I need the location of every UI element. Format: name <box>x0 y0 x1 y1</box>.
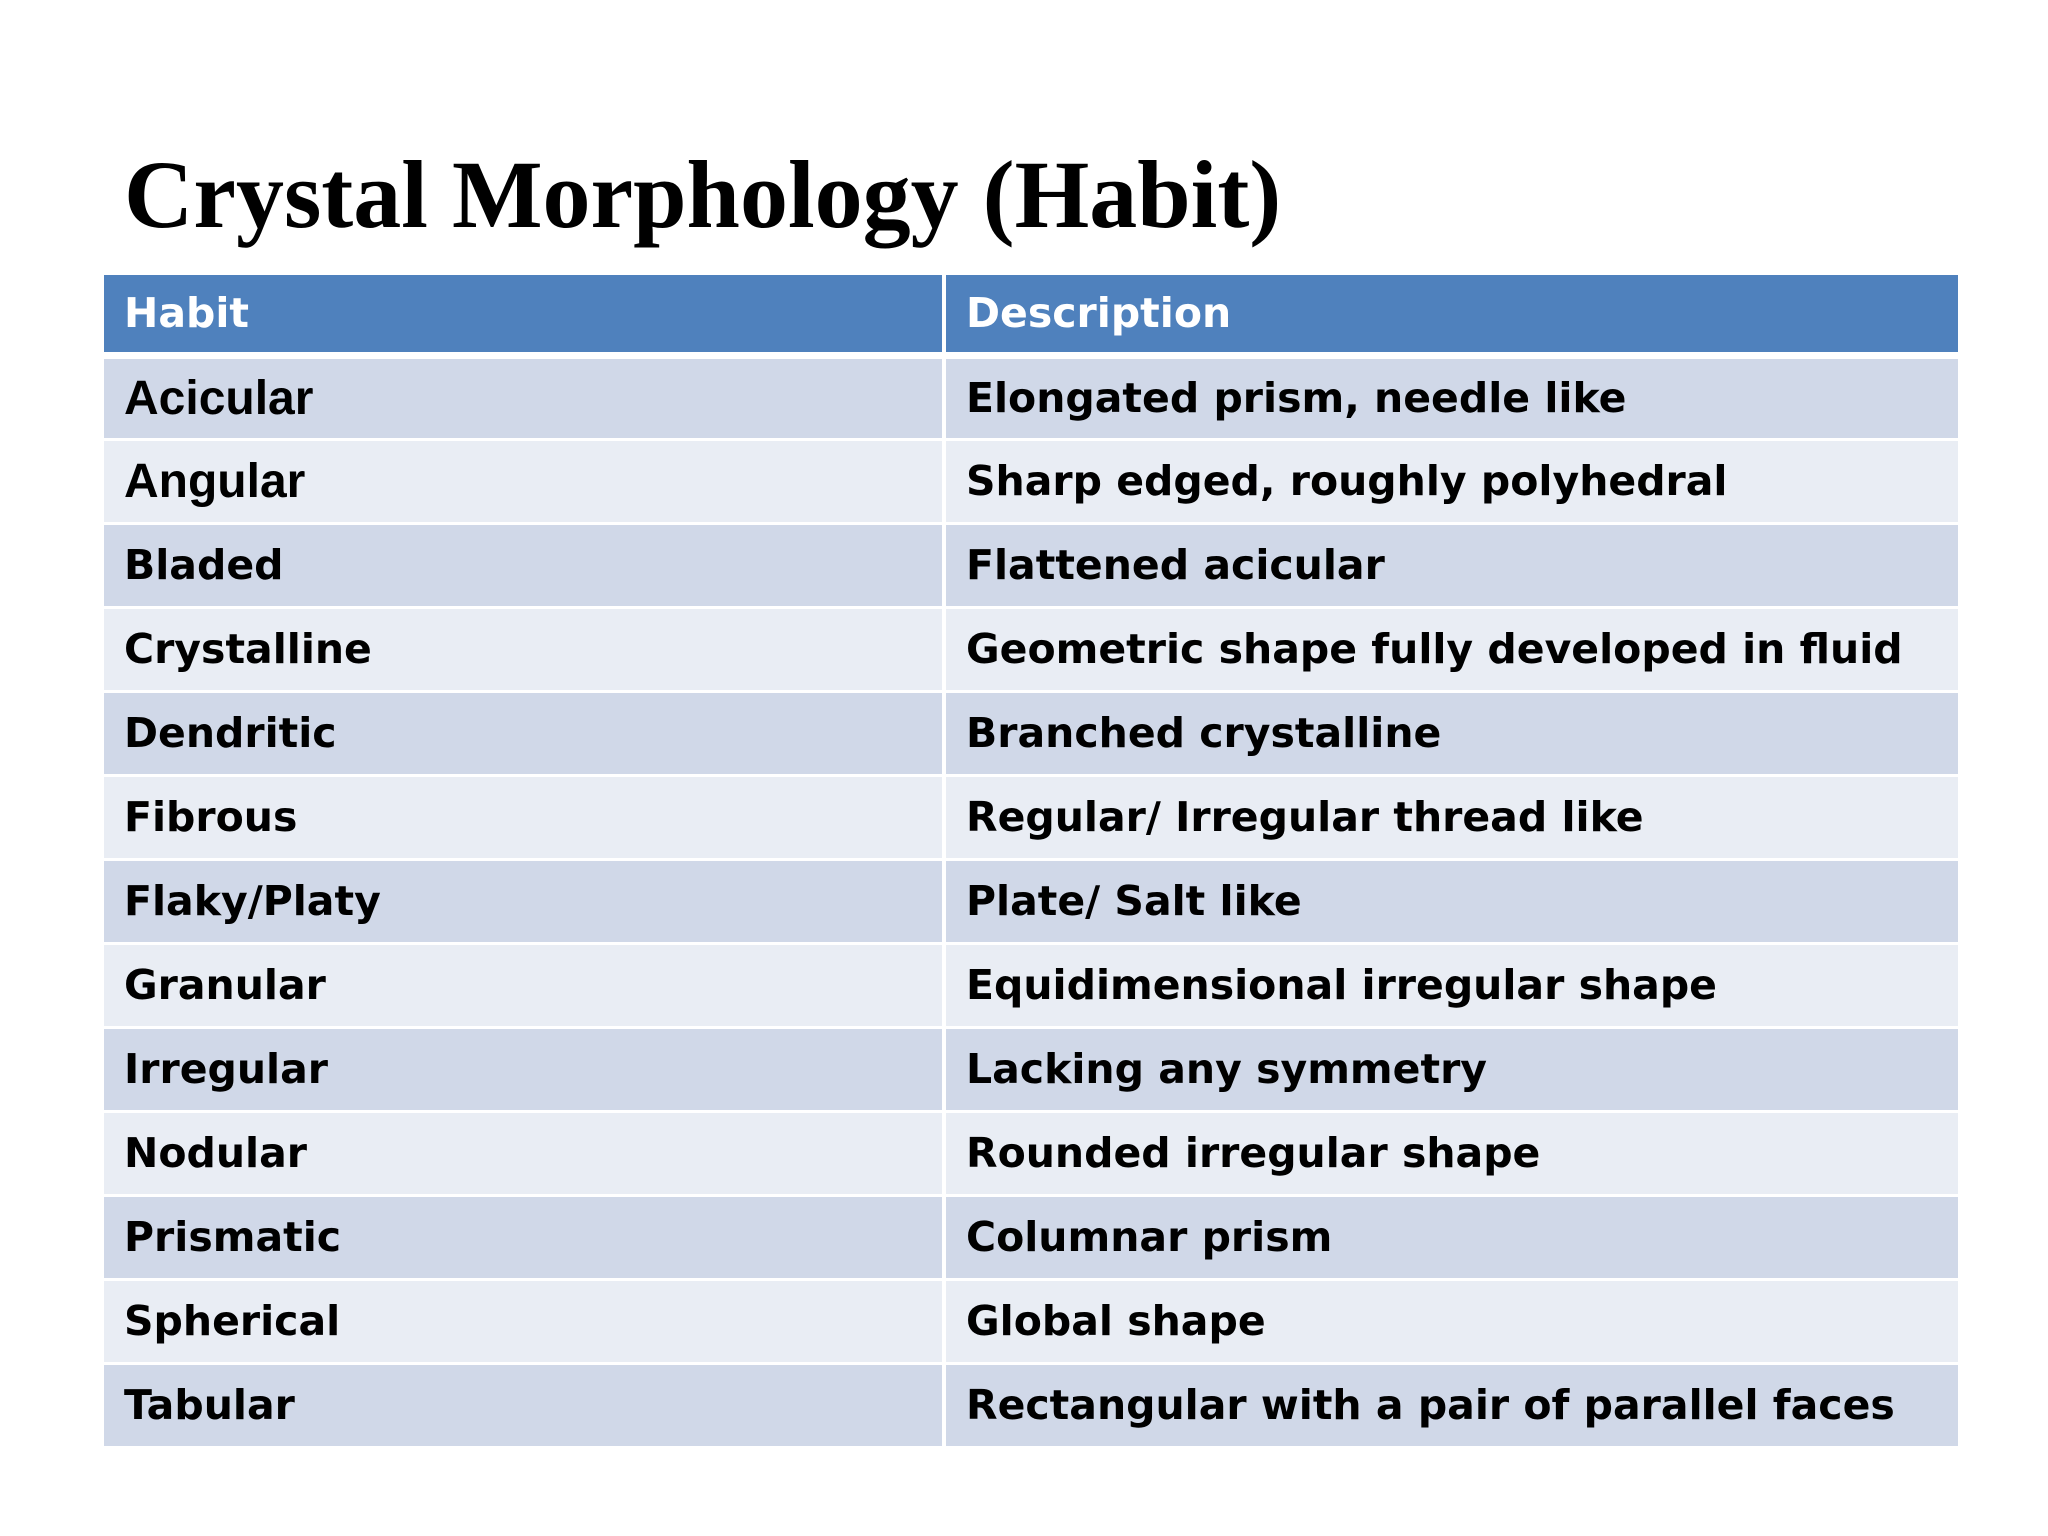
table-row <box>104 439 1958 523</box>
habit-cell: Fibrous <box>104 775 944 859</box>
habit-cell: Granular <box>104 943 944 1027</box>
description-cell: Lacking any symmetry <box>944 1027 1958 1111</box>
habit-cell: Tabular <box>104 1363 944 1447</box>
description-cell: Elongated prism, needle like <box>944 355 1958 439</box>
column-header-description: Description <box>944 275 1958 355</box>
habit-cell: Acicular <box>104 355 944 439</box>
slide-title: Crystal Morphology (Habit) <box>124 141 1282 248</box>
table-row <box>104 859 1958 943</box>
habit-cell: Crystalline <box>104 607 944 691</box>
description-cell: Regular/ Irregular thread like <box>944 775 1958 859</box>
table-row <box>104 775 1958 859</box>
description-cell: Rectangular with a pair of parallel faces <box>944 1363 1958 1447</box>
column-header-habit: Habit <box>104 275 944 355</box>
habit-cell: Nodular <box>104 1111 944 1195</box>
description-cell: Rounded irregular shape <box>944 1111 1958 1195</box>
habit-cell: Angular <box>104 439 944 523</box>
table-header-row <box>104 275 1958 355</box>
table-row <box>104 1363 1958 1447</box>
table-row <box>104 355 1958 439</box>
habit-cell: Bladed <box>104 523 944 607</box>
table-row <box>104 1279 1958 1363</box>
description-cell: Sharp edged, roughly polyhedral <box>944 439 1958 523</box>
table-row <box>104 691 1958 775</box>
description-cell: Equidimensional irregular shape <box>944 943 1958 1027</box>
table-row <box>104 943 1958 1027</box>
table-row <box>104 1111 1958 1195</box>
habit-cell: Dendritic <box>104 691 944 775</box>
table-row <box>104 607 1958 691</box>
habit-cell: Flaky/Platy <box>104 859 944 943</box>
table-row <box>104 523 1958 607</box>
table-row <box>104 1027 1958 1111</box>
table-row <box>104 1195 1958 1279</box>
description-cell: Columnar prism <box>944 1195 1958 1279</box>
description-cell: Global shape <box>944 1279 1958 1363</box>
description-cell: Flattened acicular <box>944 523 1958 607</box>
description-cell: Geometric shape fully developed in fluid <box>944 607 1958 691</box>
description-cell: Branched crystalline <box>944 691 1958 775</box>
description-cell: Plate/ Salt like <box>944 859 1958 943</box>
habit-table <box>104 275 1958 1449</box>
habit-cell: Prismatic <box>104 1195 944 1279</box>
habit-cell: Spherical <box>104 1279 944 1363</box>
habit-cell: Irregular <box>104 1027 944 1111</box>
